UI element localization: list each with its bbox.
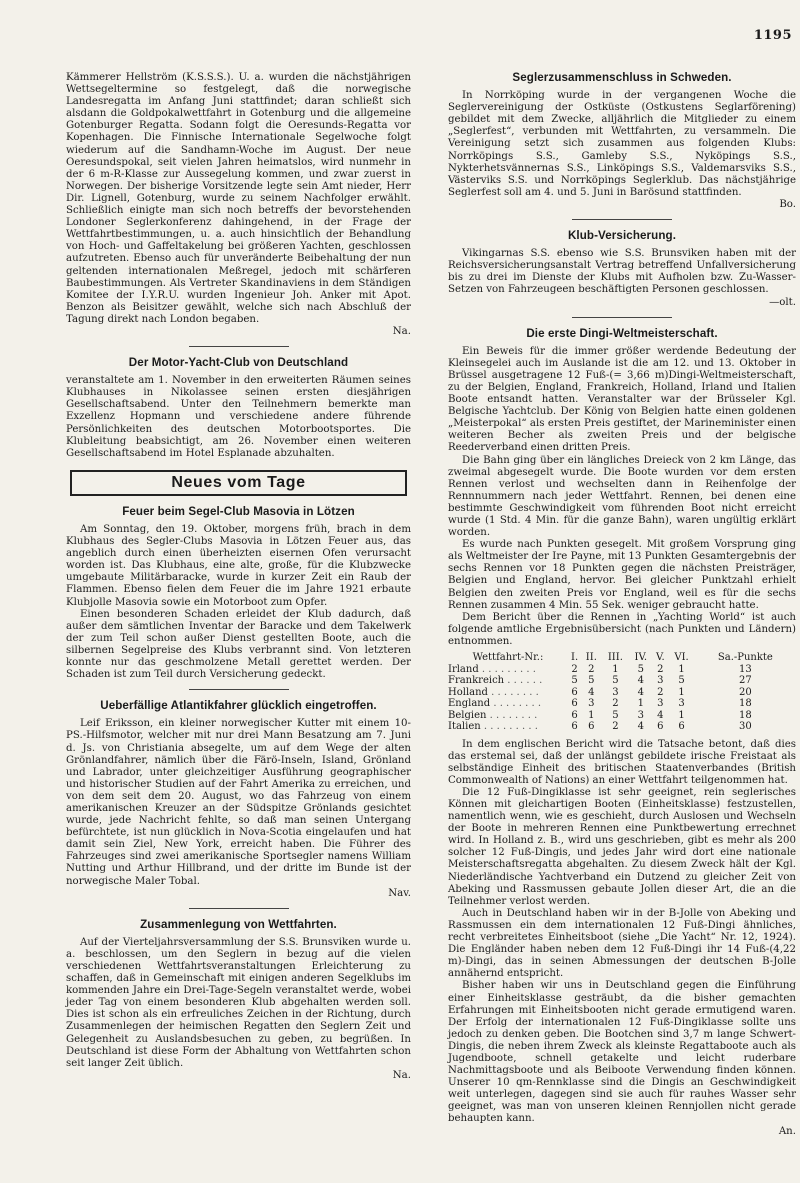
results-cell: 2	[588, 663, 595, 675]
results-total: 20	[739, 686, 752, 698]
results-cell: 2	[657, 686, 664, 698]
zusammen-signature: Na.	[392, 1069, 411, 1081]
results-row	[448, 721, 796, 733]
results-cell: 2	[612, 698, 619, 710]
results-nation: England	[448, 698, 491, 710]
results-cell: 6	[657, 721, 664, 733]
dingi-paragraph: In dem englischen Bericht wird die Tatsache betont, daß dies das erstemal sei, daß der unlängst gebildete irische Freistaat als selbständige Einheit des britischen Staatenverbandes (British Commonwealth of Nations) an einer Wettfahrt teilgenommen hat.	[448, 738, 796, 786]
results-nation: Frankreich	[448, 675, 505, 687]
results-header-cell: V.	[656, 652, 665, 664]
results-cell: 3	[637, 709, 644, 721]
dingi-paragraph: Auch in Deutschland haben wir in der B-Jolle von Abeking und Rassmussen ein dem internationalen 12 Fuß-Dingi ähnliches, recht verbreitetes Einheitsboot (siehe „Die Yacht“ Nr. 12, 1924). Die Engländer haben neben dem 12 Fuß-Dingi ihr 14 Fuß-(4,22 m)-Dingi, das in seinen Abmessungen der deutschen B-Jolle annähernd entspricht.	[448, 907, 796, 980]
schweden-signature: Bo.	[779, 198, 796, 210]
klub-paragraph: Vikingarnas S.S. ebenso wie S.S. Brunsviken haben mit der Reichsversicherungsanstalt Vertrag betreffend Unfallversicherung bis zu drei im Dienste der Klubs mit Aufholen bzw. Zu-Wasser-Setzen von Fahrzeugeen beschäftigten Personen geschlossen.	[448, 248, 796, 296]
results-header-cell: II.	[585, 652, 597, 664]
results-cell: 6	[571, 686, 578, 698]
results-cell: 6	[678, 721, 685, 733]
results-row	[448, 675, 796, 687]
klub-signature: —olt.	[769, 296, 796, 308]
results-header-cell: III.	[607, 652, 623, 664]
results-header-cell: IV.	[634, 652, 648, 664]
results-cell: 3	[612, 686, 619, 698]
dingi-paragraph: Die 12 Fuß-Dingiklasse ist sehr geeignet, rein seglerisches Können mit gleichartigen Booten (Einheitsklasse) festzustellen, namentlich wenn, wie es geschieht, durch Auslosen und Wechseln der Boote in mehreren Rennen eine Punktbewertung errechnet wird. In Holland z. B., wird uns geschrieben, gibt es mehr als 200 solcher 12 Fuß-Dingis, und jedes Jahr wird dort eine nationale Meisterschaftsregatta abgehalten. Zu diesem Zweck hält der Kgl. Niederländische Yachtverband ein Dutzend zu gleicher Zeit von Abeking und Rassmussen gebaute Jollen dieser Art, die an die Teilnehmer verlost werden.	[448, 786, 796, 907]
section-divider	[572, 317, 672, 318]
section-divider	[189, 689, 289, 690]
dingi-signature: An.	[778, 1125, 796, 1137]
results-header-cell: VI.	[674, 652, 689, 664]
results-cell: 3	[657, 675, 664, 687]
results-total: 18	[739, 698, 752, 710]
leader-dots: . . . . . .	[504, 675, 543, 687]
results-cell: 3	[678, 698, 685, 710]
results-cell: 5	[588, 675, 595, 687]
schweden-heading: Seglerzusammenschluss in Schweden.	[512, 71, 732, 84]
results-cell: 4	[637, 721, 644, 733]
results-table	[448, 652, 796, 733]
results-header-row	[448, 652, 796, 664]
results-nation: Italien	[448, 721, 481, 733]
zusammen-heading: Zusammenlegung von Wettfahrten.	[140, 917, 337, 931]
dingi-heading: Die erste Dingi-Weltmeisterschaft.	[526, 326, 718, 340]
results-cell: 1	[678, 663, 685, 675]
results-cell: 5	[637, 663, 644, 675]
results-nation: Holland	[448, 686, 488, 698]
atlantik-heading: Ueberfällige Atlantikfahrer glücklich eingetroffen.	[100, 699, 377, 713]
atlantik-paragraph: Leif Eriksson, ein kleiner norwegischer Kutter mit einem 10-PS.-Hilfsmotor, welcher mit nur drei Mann Besatzung am 7. Juni d. Js. von Christiania absegelte, um auf dem Wege der alten Grönlandfahrer, nämlich über die Färö-Inseln, Island, Grönland und Labrador, unter gleichzeitiger Ausführung geographischer und historischer Studien auf der Fahrt Amerika zu erreichen, und von dem seit dem 20. August, wo das Fahrzeug von einem amerikanischen Kreuzer an der Südspitze Grönlands gesichtet wurde, jede Nachricht fehlte, so daß man seinen Untergang befürchtete, ist nun glücklich in Nova-Scotia eingelaufen und hat damit sein Ziel, New York, erreicht haben. Die Führer des Fahrzeuges sind zwei amerikanische Sportsegler namens William Nutting und Arthur Hillbrand, und der dritte im Bunde ist der norwegische Maler Tobal.	[66, 718, 411, 887]
results-cell: 6	[571, 709, 578, 721]
results-cell: 3	[657, 698, 664, 710]
results-row	[448, 687, 796, 699]
results-cell: 1	[678, 709, 685, 721]
atlantik-signature: Nav.	[388, 887, 411, 899]
leader-dots: . . . . . . . .	[486, 709, 538, 721]
results-cell: 1	[612, 663, 619, 675]
intro-paragraph: Kämmerer Hellström (K.S.S.S.). U. a. wurden die nächstjährigen Wettsegeltermine so festgelegt, daß die norwegische Landesregatta im Anfang Juni stattfindet; daran schließt sich alsdann die Goldpokalwettfahrt in Gotenburg und die allgemeine Gotenburger Regatta. Sodann folgt die Oeresunds-Regatta vor Kopenhagen. Die Finnische Internationale Segelwoche folgt wiederum auf die Sandhamn-Woche im August. Der neue Oeresundspokal, seit vielen Jahren heimatslos, wird nunmehr in der 6 m-R-Klasse zur Aussegelung kommen, und zwar zuerst in Norwegen. Der bisherige Vorsitzende legte sein Amt nieder, Herr Dir. Lignell, Gotenburg, wurde zu seinem Nachfolger erwählt. Schließlich einigte man sich noch betreffs der bevorstehenden Londoner Seglerkonferenz dahingehend, in der Frage der Wettfahrtbestimmungen, u. a. auch hinsichtlich der Behandlung von Hoch- und Gaffeltakelung bei größeren Yachten, geschlossen aufzutreten. Ebenso auch für unveränderte Beibehaltung der nun geltenden internationalen Meßregel, jedoch mit schärferen Baubestimmungen. Als Vertreter Skandinaviens in dem Ständigen Komitee der I.Y.R.U. wurden Ingenieur Joh. Anker mit Apot. Benzon als Beisitzer gewählt, welche sich nach Abschluß der Tagung direkt nach London begaben.	[66, 72, 411, 325]
results-cell: 5	[678, 675, 685, 687]
results-total: 27	[739, 675, 752, 687]
results-total: 30	[739, 721, 752, 733]
leader-dots: . . . . . . . . .	[480, 721, 538, 733]
motoryacht-paragraph: veranstaltete am 1. November in den erweiterten Räumen seines Klubhauses in Nikolassee seinen ersten diesjährigen Gesellschaftsabend. Unter den Teilnehmern bemerkte man Exzellenz Hopmann und verschiedene andere führende Persönlichkeiten des deutschen Motorbootsportes. Die Klubleitung beabsichtigt, am 26. November einen weiteren Gesellschaftsabend im Hotel Esplanade abzuhalten.	[66, 375, 411, 459]
results-nation: Irland	[448, 663, 479, 675]
results-cell: 5	[612, 675, 619, 687]
results-cell: 1	[588, 709, 595, 721]
right-column	[448, 72, 796, 1138]
neues-vom-tage-banner: Neues vom Tage	[70, 470, 407, 496]
feuer-heading: Feuer beim Segel-Club Masovia in Lötzen	[122, 504, 355, 518]
results-cell: 1	[678, 686, 685, 698]
results-total: 13	[739, 663, 752, 675]
results-cell: 2	[571, 663, 578, 675]
results-cell: 6	[588, 721, 595, 733]
dingi-paragraph: Bisher haben wir uns in Deutschland gegen die Einführung einer Einheitsklasse gesträubt, da die bisher gemachten Erfahrungen mit Einheitsbooten nicht gerade ermutigend waren. Der Erfolg der internationalen 12 Fuß-Dingiklasse sollte uns jedoch zu denken geben. Die Bootchen sind 3,7 m lange Schwert-Dingis, die neben ihrem Zweck als kleinste Regattaboote auch als Jugendboote, schnell getakelte und leicht ruderbare Nachmittagsboote und als Beiboote Verwendung finden können. Unserer 10 qm-Rennklasse sind die Dingis an Geschwindigkeit weit unterlegen, dagegen sind sie auch für rauhes Wasser sehr geeignet, was man von unseren kleinen Rennjollen nicht gerade behaupten kann.	[448, 980, 796, 1125]
results-nation: Belgien	[448, 709, 487, 721]
dingi-paragraph: Die Bahn ging über ein längliches Dreieck von 2 km Länge, das zweimal abgesegelt wurde. Die Boote wurden vor dem ersten Rennen verlost und wechselten dann in Reihenfolge der Rennnummern nach jeder Wettfahrt. Rennen, bei denen eine bestimmte Geschwindigkeit vom führenden Boot nicht erreicht wurde (1 Std. 4 Min. für die ganze Bahn), waren ungültig erklärt worden.	[448, 454, 796, 539]
zusammen-paragraph: Auf der Vierteljahrsversammlung der S.S. Brunsviken wurde u. a. beschlossen, um den Seglern in bezug auf die vielen verschiedenen Wettfahrtsveranstaltungen Erleichterung zu schaffen, daß in Gemeinschaft mit einigen anderen Segelklubs im kommenden Jahre ein Drei-Tage-Segeln veranstaltet werde, wobei jeder Tag von einem besonderen Klub abgehalten werden soll. Dies ist schon als ein erfreuliches Zeichen in der Richtung, durch Zusammenlegen der heimischen Regatten den Seglern Zeit und Gelegenheit zu Auslandsbesuchen zu geben, zu begrüßen. In Deutschland ist diese Form der Abhaltung von Wettfahrten schon seit langer Zeit üblich.	[66, 936, 411, 1069]
feuer-paragraph: Einen besonderen Schaden erleidet der Klub dadurch, daß außer dem sämtlichen Inventar der Baracke und dem Takelwerk der zum Teil schon außer Dienst gestellten Boote, auch die silbernen Segelpreise des Klubs verbrannt sind. Von letzteren konnte nur das geschmolzene Metall gerettet werden. Der Schaden ist zum Teil durch Versicherung gedeckt.	[66, 608, 411, 681]
results-header-cell: I.	[571, 652, 579, 664]
klub-heading: Klub-Versicherung.	[567, 229, 677, 243]
results-cell: 5	[612, 709, 619, 721]
results-cell: 6	[571, 721, 578, 733]
section-divider	[572, 219, 672, 220]
results-header-cell: Wettfahrt-Nr.:	[472, 652, 544, 664]
feuer-paragraph: Am Sonntag, den 19. Oktober, morgens früh, brach in dem Klubhaus des Segler-Clubs Masovia in Lötzen Feuer aus, das angeblich durch einen überheizten eisernen Ofen verursacht worden ist. Das Klubhaus, eine alte, große, für die Klubzwecke umgebaute Militärbaracke, wurde in kurzer Zeit ein Raub der Flammen. Ebenso fielen dem Feuer die im Jahre 1921 erbaute Klubjolle Masovia sowie ein Motorboot zum Opfer.	[66, 524, 411, 608]
leader-dots: . . . . . . . .	[487, 686, 539, 698]
results-cell: 4	[637, 675, 644, 687]
section-divider	[189, 346, 289, 347]
results-header-cell: Sa.-Punkte	[717, 652, 773, 664]
dingi-paragraph: Ein Beweis für die immer größer werdende Bedeutung der Kleinsegelei auch im Auslande ist die am 12. und 13. Oktober in Brüssel ausgetragene 12 Fuß-(= 3,66 m)Dingi-Weltmeisterschaft, zu der Belgien, England, Frankreich, Holland, Irland und Italien Boote entsandt hatten. Veranstalter war der Brüsseler Kgl. Belgische Yachtclub. Der König von Belgien hatte einen goldenen „Meisterpokal“ als ersten Preis gestiftet, der Marineminister einen weiteren Becher als zweiten Preis und der belgische Reederverband einen dritten Preis.	[448, 345, 796, 454]
results-row	[448, 698, 796, 710]
page-number: 1195	[753, 28, 792, 43]
schweden-paragraph: In Norrköping wurde in der vergangenen Woche die Seglervereinigung der Ostküste (Ostkustens Seglarförening) gebildet mit dem Zwecke, alljährlich die Mitglieder zu einem „Seglerfest“, verbunden mit Wettfahrten, zu versammeln. Die Vereinigung setzt sich zusammen aus folgenden Klubs: Norrköpings S.S., Gamleby S.S., Nyköpings S.S., Nykterhetsvännernas S.S., Linköpings S.S., Valdemarsviks S.S., Västerviks S.S. und Norrköpings Seglerklub. Das nächstjährige Seglerfest soll am 4. und 5. Juni in Barösund stattfinden.	[448, 90, 796, 198]
results-cell: 3	[588, 698, 595, 710]
results-cell: 5	[571, 675, 578, 687]
dingi-paragraph: Es wurde nach Punkten gesegelt. Mit großem Vorsprung ging als Weltmeister der Ire Payne, mit 13 Punkten Gesamtergebnis der sechs Rennen vor 18 Punkten gegen die nächsten Preisträger, Belgien und England, hervor. Bei gleicher Punktzahl erhielt Belgien den zweiten Preis vor England, weil es für die sechs Rennen zusammen 4 Min. 55 Sek. weniger gebraucht hatte.	[448, 539, 796, 611]
leader-dots: . . . . . . . . .	[478, 663, 536, 675]
results-total: 18	[739, 709, 752, 721]
intro-signature: Na.	[392, 325, 411, 337]
results-cell: 6	[571, 698, 578, 710]
dingi-paragraph: Dem Bericht über die Rennen in „Yachting World“ ist auch folgende amtliche Ergebnisübersicht (nach Punkten und Ländern) entnommen.	[448, 611, 796, 647]
results-row	[448, 664, 796, 676]
results-row	[448, 710, 796, 722]
results-cell: 2	[612, 721, 619, 733]
results-cell: 1	[637, 698, 644, 710]
results-cell: 4	[637, 686, 644, 698]
left-column	[66, 72, 411, 1082]
section-divider	[189, 908, 289, 909]
leader-dots: . . . . . . . .	[490, 698, 542, 710]
results-cell: 4	[588, 686, 595, 698]
results-cell: 2	[657, 663, 664, 675]
results-cell: 4	[657, 709, 664, 721]
motoryacht-heading: Der Motor-Yacht-Club von Deutschland	[128, 356, 349, 370]
